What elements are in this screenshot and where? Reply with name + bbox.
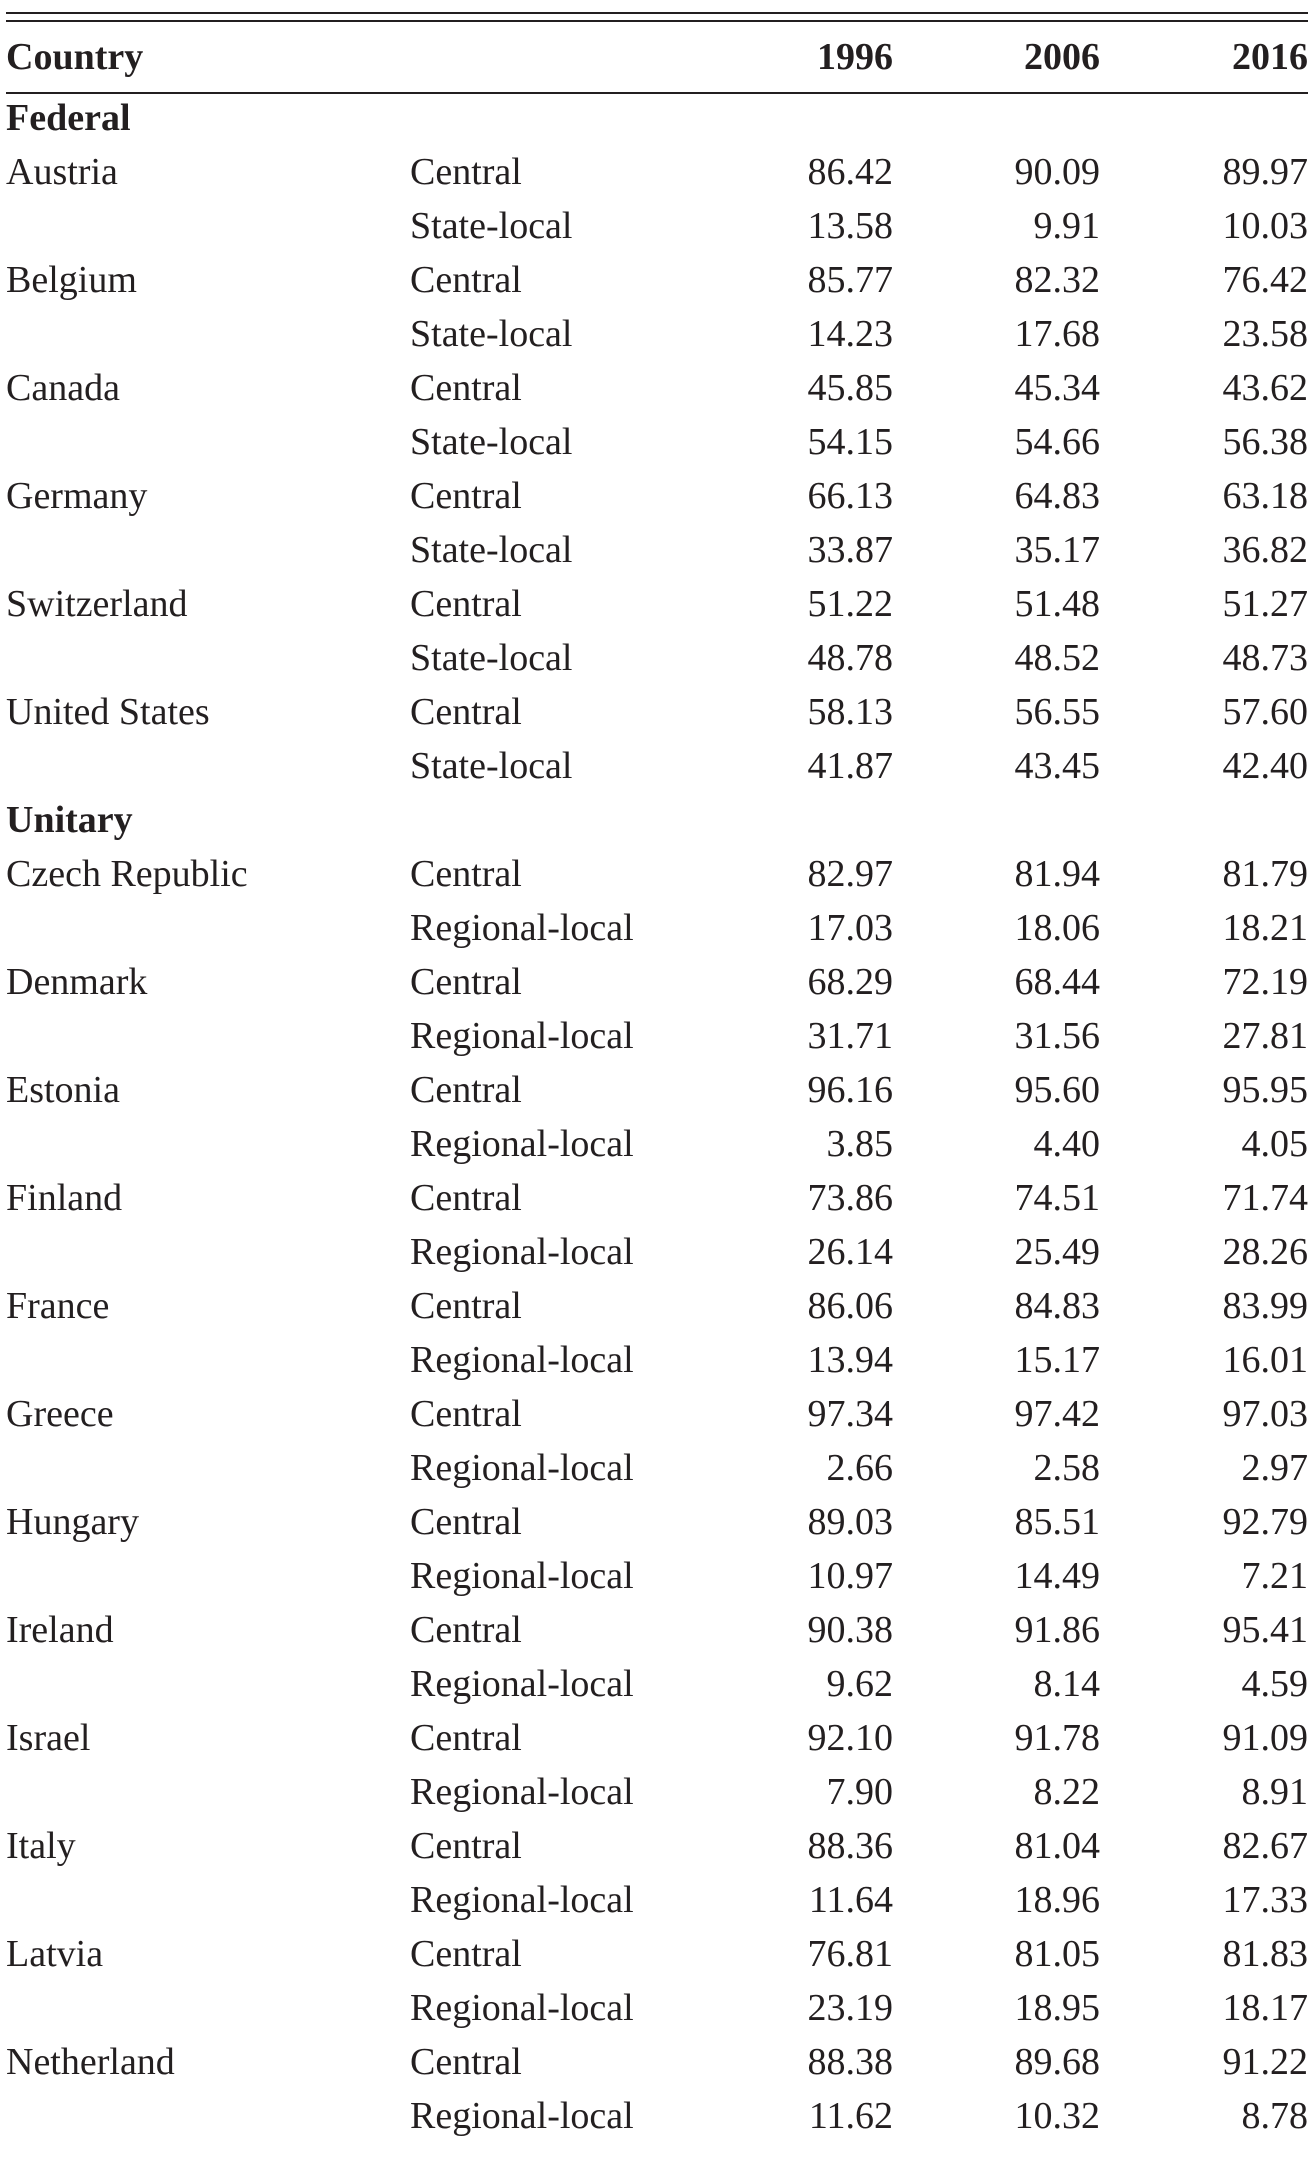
value-cell-2016: 8.91 [1241, 1771, 1308, 1813]
level-cell: State-local [410, 637, 573, 679]
level-cell: Central [410, 583, 522, 625]
value-cell-2016: 4.05 [1241, 1123, 1308, 1165]
country-cell: Finland [6, 1177, 123, 1219]
value-cell-2006: 68.44 [1014, 961, 1100, 1003]
level-cell: Regional-local [410, 1879, 634, 1921]
level-cell: State-local [410, 205, 573, 247]
value-cell-2016: 56.38 [1222, 421, 1308, 463]
value-cell-2016: 18.17 [1222, 1987, 1308, 2029]
level-cell: Regional-local [410, 1555, 634, 1597]
value-cell-1996: 10.97 [807, 1555, 893, 1597]
table-row [6, 1225, 1308, 1279]
value-cell-1996: 88.38 [807, 2041, 893, 2083]
country-cell [6, 1009, 410, 1063]
value-cell-2006: 91.78 [1014, 1717, 1100, 1759]
table-row [6, 2089, 1308, 2143]
level-cell: Regional-local [410, 1447, 634, 1489]
table-body [6, 91, 1308, 2143]
country-cell [6, 631, 410, 685]
table-row [6, 847, 1308, 901]
value-cell-1996: 66.13 [807, 475, 893, 517]
value-cell-2016: 23.58 [1222, 313, 1308, 355]
value-cell-1996: 89.03 [807, 1501, 893, 1543]
value-cell-2016: 51.27 [1222, 583, 1308, 625]
table-row [6, 577, 1308, 631]
level-cell: Central [410, 259, 522, 301]
table-top-rule [6, 12, 1308, 14]
level-cell: Regional-local [410, 1339, 634, 1381]
country-cell [6, 1225, 410, 1279]
value-cell-2006: 54.66 [1014, 421, 1100, 463]
country-cell [6, 1765, 410, 1819]
value-cell-2006: 64.83 [1014, 475, 1100, 517]
table-row [6, 307, 1308, 361]
value-cell-2016: 27.81 [1222, 1015, 1308, 1057]
level-cell: Central [410, 1825, 522, 1867]
value-cell-2006: 18.95 [1014, 1987, 1100, 2029]
value-cell-1996: 17.03 [807, 907, 893, 949]
value-cell-2006: 18.96 [1014, 1879, 1100, 1921]
value-cell-2016: 76.42 [1222, 259, 1308, 301]
value-cell-2016: 63.18 [1222, 475, 1308, 517]
value-cell-1996: 90.38 [807, 1609, 893, 1651]
value-cell-2016: 4.59 [1241, 1663, 1308, 1705]
value-cell-2006: 81.04 [1014, 1825, 1100, 1867]
country-cell [6, 199, 410, 253]
country-cell [6, 307, 410, 361]
value-cell-1996: 41.87 [807, 745, 893, 787]
value-cell-2016: 97.03 [1222, 1393, 1308, 1435]
value-cell-2016: 16.01 [1222, 1339, 1308, 1381]
value-cell-1996: 68.29 [807, 961, 893, 1003]
group-row [6, 793, 1308, 847]
value-cell-1996: 45.85 [807, 367, 893, 409]
value-cell-1996: 48.78 [807, 637, 893, 679]
value-cell-2016: 82.67 [1222, 1825, 1308, 1867]
table-row [6, 1495, 1308, 1549]
country-cell: Estonia [6, 1069, 120, 1111]
level-cell: State-local [410, 313, 573, 355]
level-cell: Central [410, 1609, 522, 1651]
table-row [6, 1927, 1308, 1981]
value-cell-2006: 51.48 [1014, 583, 1100, 625]
value-cell-2006: 82.32 [1014, 259, 1100, 301]
level-cell: Central [410, 1501, 522, 1543]
value-cell-2006: 97.42 [1014, 1393, 1100, 1435]
value-cell-1996: 3.85 [826, 1123, 893, 1165]
value-cell-2006: 14.49 [1014, 1555, 1100, 1597]
value-cell-2006: 56.55 [1014, 691, 1100, 733]
country-column-header: Country [6, 36, 144, 78]
value-cell-1996: 26.14 [807, 1231, 893, 1273]
value-cell-2016: 8.78 [1241, 2095, 1308, 2137]
value-cell-1996: 86.06 [807, 1285, 893, 1327]
level-cell: Regional-local [410, 1987, 634, 2029]
value-cell-2006: 85.51 [1014, 1501, 1100, 1543]
country-cell: Canada [6, 367, 120, 409]
value-cell-2016: 2.97 [1241, 1447, 1308, 1489]
table-header [6, 23, 1308, 91]
value-cell-1996: 51.22 [807, 583, 893, 625]
value-cell-1996: 13.58 [807, 205, 893, 247]
value-cell-2016: 95.41 [1222, 1609, 1308, 1651]
country-cell: Netherland [6, 2041, 175, 2083]
header-row [6, 23, 1308, 91]
value-cell-1996: 97.34 [807, 1393, 893, 1435]
value-cell-1996: 11.64 [808, 1879, 893, 1921]
country-cell: Hungary [6, 1501, 139, 1543]
value-cell-2006: 25.49 [1014, 1231, 1100, 1273]
table-row [6, 1873, 1308, 1927]
country-cell [6, 415, 410, 469]
value-cell-2016: 81.79 [1222, 853, 1308, 895]
value-cell-2006: 10.32 [1014, 2095, 1100, 2137]
country-cell [6, 2089, 410, 2143]
value-cell-2006: 8.14 [1033, 1663, 1100, 1705]
table-row [6, 1549, 1308, 1603]
value-cell-1996: 14.23 [807, 313, 893, 355]
value-cell-2006: 17.68 [1014, 313, 1100, 355]
value-cell-1996: 86.42 [807, 151, 893, 193]
level-cell: Central [410, 475, 522, 517]
value-cell-2016: 57.60 [1222, 691, 1308, 733]
group-row [6, 91, 1308, 145]
country-cell: Denmark [6, 961, 148, 1003]
government-share-table [6, 23, 1308, 2143]
value-cell-2006: 91.86 [1014, 1609, 1100, 1651]
table-row [6, 1981, 1308, 2035]
table-row [6, 1657, 1308, 1711]
country-cell: Italy [6, 1825, 76, 1867]
table-row [6, 1117, 1308, 1171]
country-cell [6, 1549, 410, 1603]
table-row [6, 1603, 1308, 1657]
value-cell-1996: 92.10 [807, 1717, 893, 1759]
table-row [6, 631, 1308, 685]
table-row [6, 523, 1308, 577]
group-label: Federal [6, 97, 131, 139]
value-cell-1996: 33.87 [807, 529, 893, 571]
level-cell: Central [410, 151, 522, 193]
level-cell: Central [410, 853, 522, 895]
table-row [6, 199, 1308, 253]
level-cell: Central [410, 1393, 522, 1435]
country-cell: Germany [6, 475, 148, 517]
value-cell-2016: 42.40 [1222, 745, 1308, 787]
country-cell [6, 1441, 410, 1495]
value-cell-2016: 91.22 [1222, 2041, 1308, 2083]
level-cell: Central [410, 1933, 522, 1975]
level-cell: State-local [410, 529, 573, 571]
value-cell-1996: 73.86 [807, 1177, 893, 1219]
country-cell [6, 901, 410, 955]
table-top-rule-second [6, 20, 1308, 22]
table-row [6, 1063, 1308, 1117]
country-cell [6, 1873, 410, 1927]
level-cell: State-local [410, 745, 573, 787]
table-row [6, 685, 1308, 739]
value-cell-2006: 35.17 [1014, 529, 1100, 571]
level-cell: Regional-local [410, 1771, 634, 1813]
table-row [6, 901, 1308, 955]
level-cell: Central [410, 367, 522, 409]
year-2006-column-header: 2006 [1024, 36, 1100, 78]
table-row [6, 469, 1308, 523]
value-cell-2006: 81.05 [1014, 1933, 1100, 1975]
table-row [6, 361, 1308, 415]
value-cell-1996: 11.62 [808, 2095, 893, 2137]
country-cell [6, 1657, 410, 1711]
value-cell-1996: 96.16 [807, 1069, 893, 1111]
country-cell: Belgium [6, 259, 137, 301]
value-cell-2006: 89.68 [1014, 2041, 1100, 2083]
country-cell: France [6, 1285, 110, 1327]
value-cell-2006: 95.60 [1014, 1069, 1100, 1111]
value-cell-2016: 95.95 [1222, 1069, 1308, 1111]
value-cell-2016: 48.73 [1222, 637, 1308, 679]
value-cell-1996: 7.90 [826, 1771, 893, 1813]
level-cell: Regional-local [410, 1663, 634, 1705]
value-cell-1996: 54.15 [807, 421, 893, 463]
country-cell: Czech Republic [6, 853, 248, 895]
country-cell: Greece [6, 1393, 114, 1435]
value-cell-1996: 76.81 [807, 1933, 893, 1975]
value-cell-2016: 10.03 [1222, 205, 1308, 247]
value-cell-2016: 89.97 [1222, 151, 1308, 193]
value-cell-2016: 17.33 [1222, 1879, 1308, 1921]
value-cell-2016: 83.99 [1222, 1285, 1308, 1327]
table-row [6, 1819, 1308, 1873]
value-cell-2006: 84.83 [1014, 1285, 1100, 1327]
table-row [6, 1279, 1308, 1333]
level-cell: Central [410, 1717, 522, 1759]
table-row [6, 415, 1308, 469]
country-cell: Austria [6, 151, 118, 193]
value-cell-2016: 18.21 [1222, 907, 1308, 949]
value-cell-2006: 74.51 [1014, 1177, 1100, 1219]
level-cell: State-local [410, 421, 573, 463]
value-cell-2016: 92.79 [1222, 1501, 1308, 1543]
value-cell-2016: 7.21 [1241, 1555, 1308, 1597]
value-cell-1996: 9.62 [826, 1663, 893, 1705]
country-cell [6, 1117, 410, 1171]
value-cell-2006: 9.91 [1033, 205, 1100, 247]
country-cell [6, 1333, 410, 1387]
level-column-header [410, 23, 686, 91]
country-cell: Ireland [6, 1609, 114, 1651]
value-cell-2006: 4.40 [1033, 1123, 1100, 1165]
level-cell: Central [410, 1177, 522, 1219]
country-cell: United States [6, 691, 210, 733]
table-row [6, 1171, 1308, 1225]
value-cell-2006: 8.22 [1033, 1771, 1100, 1813]
value-cell-2016: 71.74 [1222, 1177, 1308, 1219]
level-cell: Regional-local [410, 907, 634, 949]
table-row [6, 955, 1308, 1009]
value-cell-2016: 91.09 [1222, 1717, 1308, 1759]
country-cell: Switzerland [6, 583, 188, 625]
value-cell-1996: 88.36 [807, 1825, 893, 1867]
group-label: Unitary [6, 799, 133, 841]
value-cell-2016: 36.82 [1222, 529, 1308, 571]
level-cell: Regional-local [410, 1015, 634, 1057]
value-cell-2006: 45.34 [1014, 367, 1100, 409]
value-cell-2006: 15.17 [1014, 1339, 1100, 1381]
value-cell-2006: 18.06 [1014, 907, 1100, 949]
level-cell: Central [410, 1285, 522, 1327]
year-2016-column-header: 2016 [1232, 36, 1308, 78]
table-row [6, 1441, 1308, 1495]
level-cell: Central [410, 961, 522, 1003]
value-cell-1996: 82.97 [807, 853, 893, 895]
value-cell-2016: 72.19 [1222, 961, 1308, 1003]
country-cell: Israel [6, 1717, 91, 1759]
value-cell-1996: 31.71 [807, 1015, 893, 1057]
value-cell-1996: 58.13 [807, 691, 893, 733]
value-cell-1996: 23.19 [807, 1987, 893, 2029]
country-cell [6, 739, 410, 793]
value-cell-2006: 48.52 [1014, 637, 1100, 679]
level-cell: Regional-local [410, 2095, 634, 2137]
table-row [6, 253, 1308, 307]
value-cell-2006: 43.45 [1014, 745, 1100, 787]
table-row [6, 1387, 1308, 1441]
table-row [6, 1765, 1308, 1819]
value-cell-1996: 2.66 [826, 1447, 893, 1489]
level-cell: Central [410, 691, 522, 733]
table-row [6, 1009, 1308, 1063]
value-cell-2006: 81.94 [1014, 853, 1100, 895]
table-row [6, 1711, 1308, 1765]
value-cell-2006: 31.56 [1014, 1015, 1100, 1057]
value-cell-2006: 2.58 [1033, 1447, 1100, 1489]
table-row [6, 145, 1308, 199]
country-cell [6, 523, 410, 577]
level-cell: Regional-local [410, 1123, 634, 1165]
country-cell: Latvia [6, 1933, 104, 1975]
country-cell [6, 1981, 410, 2035]
table-row [6, 1333, 1308, 1387]
value-cell-2016: 28.26 [1222, 1231, 1308, 1273]
value-cell-1996: 13.94 [807, 1339, 893, 1381]
level-cell: Regional-local [410, 1231, 634, 1273]
value-cell-2016: 43.62 [1222, 367, 1308, 409]
value-cell-2006: 90.09 [1014, 151, 1100, 193]
value-cell-2016: 81.83 [1222, 1933, 1308, 1975]
level-cell: Central [410, 2041, 522, 2083]
table-row [6, 739, 1308, 793]
year-1996-column-header: 1996 [817, 36, 893, 78]
value-cell-1996: 85.77 [807, 259, 893, 301]
level-cell: Central [410, 1069, 522, 1111]
table-row [6, 2035, 1308, 2089]
